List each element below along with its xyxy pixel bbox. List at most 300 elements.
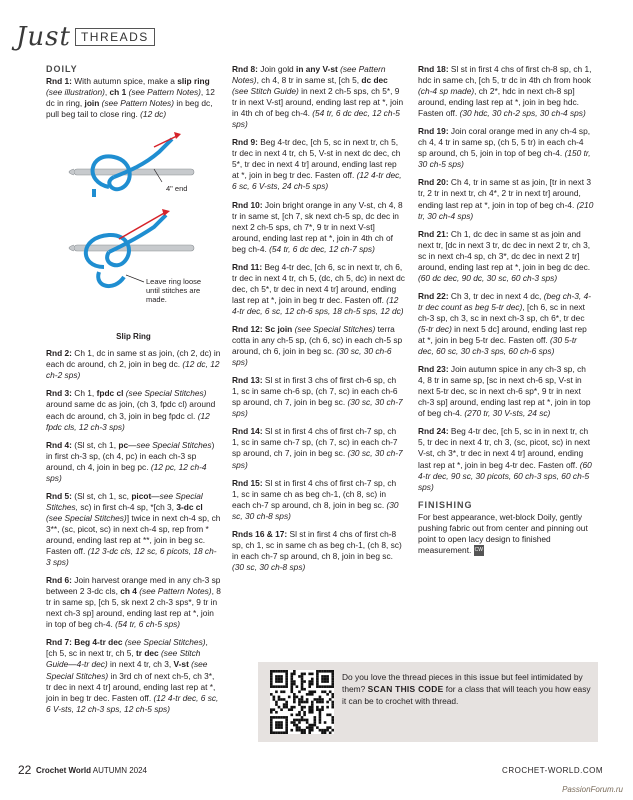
qr-module [270, 726, 273, 729]
qr-module [285, 670, 288, 673]
finishing-text: For best appearance, wet-block Doily, gently pushing fabric out from center and pinning out point to open lacy design to finished measurement. CW [418, 511, 588, 555]
qr-module [308, 693, 311, 696]
qr-module [321, 685, 324, 688]
qr-module [316, 685, 319, 688]
qr-module [314, 719, 317, 722]
qr-module [326, 729, 329, 732]
qr-module [301, 683, 304, 686]
qr-module [311, 680, 314, 683]
section-header [16, 22, 155, 52]
qr-module [316, 706, 319, 709]
qr-module [319, 698, 322, 701]
qr-module [308, 708, 311, 711]
qr-module [316, 678, 319, 681]
qr-module [293, 698, 296, 701]
qr-module [326, 685, 329, 688]
qr-module [298, 675, 301, 678]
qr-module [278, 685, 281, 688]
qr-module [301, 688, 304, 691]
qr-module [285, 729, 288, 732]
qr-module [308, 726, 311, 729]
qr-module [324, 670, 327, 673]
qr-module [270, 675, 273, 678]
qr-module [331, 670, 334, 673]
qr-module [275, 685, 278, 688]
round-8: Rnd 8: Join gold in any V-st (see Pattern Notes), ch 4, 8 tr in same st, [ch 5, dc dec (see Stitch Guide) in next 2 ch-5 sps, ch 5*, 9 tr in next V-st] around, ending last rep at *, join in 4th ch of beg ch-4. (54 tr, 6 dc dec, 12 ch-5 sps) [232, 64, 404, 130]
qr-module [270, 670, 273, 673]
qr-module [296, 726, 299, 729]
qr-module [314, 721, 317, 724]
qr-promo-text: Do you love the thread pieces in this issue but feel intimidated by them? SCAN THIS CODE for a class that will teach you how easy it can be to crochet with thread. [342, 672, 591, 706]
qr-module [280, 685, 283, 688]
qr-module [316, 675, 319, 678]
qr-module [275, 724, 278, 727]
qr-module [321, 670, 324, 673]
qr-module [280, 690, 283, 693]
round-23: Rnd 23: Join autumn spice in any ch-3 sp, ch 4, 8 tr in same sp, [sc in next ch-6 sp, V-st in next 5-tr dec, sc in next ch-6 sp*, 9 tr in next ch-3 sp] around, ending last rep at *, join in top of beg ch-4. (270 tr, 30 V-sts, 24 sc) [418, 364, 591, 419]
qr-module [270, 729, 273, 732]
round-11: Rnd 11: Beg 4-tr dec, [ch 6, sc in next tr, ch 6, tr dec in next 4 tr, ch 5, (dc, ch 5, dc) in next dc dec, ch 5*, tr dec in next 4 tr] around, ending last rep at *, join in beg tr dec. Fasten off. (12 4-tr dec, 6 sc, 12 ch-6 sps, 18 ch-5 sps, 12 dc) [232, 261, 405, 316]
qr-module [298, 701, 301, 704]
qr-module [311, 724, 314, 727]
qr-module [270, 731, 273, 734]
qr-module [283, 698, 286, 701]
qr-module [326, 714, 329, 717]
header-threads: THREADS [75, 28, 155, 46]
qr-module [270, 678, 273, 681]
qr-module [283, 670, 286, 673]
qr-module [324, 690, 327, 693]
qr-module [270, 673, 273, 676]
qr-module [296, 696, 299, 699]
qr-module [290, 714, 293, 717]
qr-module [324, 678, 327, 681]
qr-module [321, 680, 324, 683]
website-link[interactable]: CROCHET-WORLD.COM [502, 766, 603, 775]
qr-module [280, 675, 283, 678]
qr-module [314, 690, 317, 693]
qr-module [290, 680, 293, 683]
qr-module [275, 680, 278, 683]
qr-module [301, 675, 304, 678]
qr-module [290, 678, 293, 681]
qr-module [306, 719, 309, 722]
qr-module [331, 683, 334, 686]
qr-module [329, 698, 332, 701]
qr-module [303, 711, 306, 714]
round-9: Rnd 9: Beg 4-tr dec, [ch 5, sc in next tr, ch 5, tr dec in next 4 tr, ch 5, V-st in next dc dec, ch 5*, tr dec in next 4 tr] around, ending last rep at *, join in beg tr dec. Fasten off. (12 4-tr dec, 6 sc, 6 V-sts, 24 ch-5 sps) [232, 137, 402, 192]
qr-module [290, 690, 293, 693]
qr-module [316, 698, 319, 701]
qr-module [280, 716, 283, 719]
diagram-label-end: 4" end [166, 184, 188, 194]
qr-module [296, 714, 299, 717]
qr-module [296, 719, 299, 722]
qr-module [306, 721, 309, 724]
qr-module [283, 703, 286, 706]
qr-module [326, 680, 329, 683]
diagram-caption: Slip Ring [116, 332, 151, 342]
qr-module [270, 716, 273, 719]
round-12: Rnd 12: Sc join (see Special Stitches) terra cotta in any ch-5 sp, (ch 6, sc) in each ch-5 sp around, ch 6, join in beg sc. (30 sc, 30 ch-6 sps) [232, 323, 403, 368]
round-15: Rnd 15: Sl st in first 4 chs of first ch-7 sp, ch 1, sc in same ch as beg ch-1, (ch 8, sc) in each ch-7 sp around, ch 8, join in beg sc. (30 sc, 30 ch-8 sps) [232, 477, 399, 521]
qr-module [280, 708, 283, 711]
qr-module [303, 673, 306, 676]
qr-module [329, 690, 332, 693]
qr-module [321, 731, 324, 734]
qr-module [285, 673, 288, 676]
qr-module [301, 716, 304, 719]
qr-module [303, 731, 306, 734]
column-1 [46, 64, 221, 722]
qr-module [321, 690, 324, 693]
qr-module [326, 701, 329, 704]
rounds-16-17: Rnds 16 & 17: Sl st in first 4 chs of first ch-8 sp, ch 1, sc in same ch as beg ch-1, (ch 8, sc) in each ch-7 sp around, ch 8, join in beg sc. (30 sc, 30 ch-8 sps) [232, 528, 402, 572]
qr-module [331, 693, 334, 696]
qr-module [298, 703, 301, 706]
qr-module [298, 690, 301, 693]
qr-module [301, 706, 304, 709]
qr-module [301, 678, 304, 681]
qr-module [290, 673, 293, 676]
qr-module [326, 678, 329, 681]
qr-module [331, 701, 334, 704]
qr-module [319, 711, 322, 714]
qr-module [321, 706, 324, 709]
qr-module [293, 724, 296, 727]
qr-module [301, 731, 304, 734]
qr-module [298, 726, 301, 729]
qr-module [290, 706, 293, 709]
qr-module [275, 678, 278, 681]
qr-module [331, 703, 334, 706]
qr-module [278, 675, 281, 678]
qr-module [273, 716, 276, 719]
qr-module [321, 678, 324, 681]
qr-module [331, 673, 334, 676]
qr-module [270, 724, 273, 727]
qr-module [278, 726, 281, 729]
qr-module [329, 685, 332, 688]
qr-module [329, 670, 332, 673]
qr-module [326, 706, 329, 709]
qr-module [278, 670, 281, 673]
qr-module [311, 711, 314, 714]
qr-module [301, 680, 304, 683]
qr-code-image [270, 670, 334, 734]
section-title-doily: DOILY [46, 64, 78, 74]
qr-module [288, 696, 291, 699]
magazine-name: Crochet World AUTUMN 2024 [36, 766, 147, 775]
qr-module [319, 714, 322, 717]
qr-module [331, 721, 334, 724]
qr-module [331, 696, 334, 699]
qr-module [275, 675, 278, 678]
qr-module [321, 675, 324, 678]
qr-module [273, 685, 276, 688]
qr-module [311, 678, 314, 681]
diagram-label-loose: Leave ring loose until stitches are made. [146, 277, 202, 305]
qr-module [301, 708, 304, 711]
qr-module [285, 721, 288, 724]
qr-module [270, 711, 273, 714]
qr-module [293, 693, 296, 696]
qr-module [308, 680, 311, 683]
qr-module [285, 680, 288, 683]
slip-ring-illustration [54, 127, 214, 327]
qr-module [301, 719, 304, 722]
qr-module [303, 680, 306, 683]
qr-module [311, 683, 314, 686]
qr-module [326, 670, 329, 673]
qr-module [280, 680, 283, 683]
round-24: Rnd 24: Beg 4-tr dec, [ch 5, sc in in next tr, ch 5, tr dec in next 4 tr, ch 3, (sc, picot, sc) in next V-st, ch 3*, tr dec in next 4 tr] around, ending last rep at *, join in beg 4-tr dec. Fasten off. (60 4-tr dec, 90 sc, 30 picots, 60 ch-3 sps, 60 ch-5 sps) [418, 426, 592, 492]
qr-module [311, 701, 314, 704]
qr-module [331, 719, 334, 722]
qr-module [270, 708, 273, 711]
qr-module [298, 711, 301, 714]
qr-module [283, 690, 286, 693]
qr-module [319, 670, 322, 673]
qr-module [278, 698, 281, 701]
qr-module [283, 706, 286, 709]
qr-module [316, 680, 319, 683]
qr-module [280, 670, 283, 673]
qr-module [329, 726, 332, 729]
qr-module [283, 731, 286, 734]
qr-module [314, 698, 317, 701]
qr-module [319, 716, 322, 719]
qr-module [288, 708, 291, 711]
qr-module [324, 721, 327, 724]
qr-module [319, 696, 322, 699]
qr-module [278, 696, 281, 699]
qr-module [316, 726, 319, 729]
qr-module [270, 693, 273, 696]
qr-module [285, 675, 288, 678]
qr-module [275, 721, 278, 724]
qr-module [321, 729, 324, 732]
qr-module [319, 708, 322, 711]
qr-module [278, 706, 281, 709]
qr-module [308, 711, 311, 714]
qr-module [293, 719, 296, 722]
qr-module [285, 701, 288, 704]
qr-module [316, 670, 319, 673]
qr-module [311, 673, 314, 676]
qr-promo-box [258, 662, 598, 742]
qr-module [296, 724, 299, 727]
qr-module [275, 726, 278, 729]
qr-module [311, 726, 314, 729]
qr-module [308, 690, 311, 693]
qr-module [285, 724, 288, 727]
qr-module [308, 731, 311, 734]
qr-module [301, 729, 304, 732]
qr-module [275, 731, 278, 734]
qr-code[interactable] [270, 670, 334, 734]
round-14: Rnd 14: Sl st in first 4 chs of first ch-7 sp, ch 1, sc in same ch-7 sp, (ch 7, sc) in each ch-7 sp around, ch 7, join in beg sc. (30 sc, 30 ch-7 sps) [232, 426, 403, 470]
page-number: 22 [18, 763, 32, 777]
qr-module [329, 714, 332, 717]
qr-module [293, 696, 296, 699]
round-19: Rnd 19: Join coral orange med in any ch-4 sp, ch 4, 4 tr in same sp, (ch 5, 5 tr) in each ch-4 sp around, ch 5, join in top of beg ch-4. (150 tr, 30 ch-5 sps) [418, 126, 591, 170]
qr-module [285, 731, 288, 734]
qr-module [319, 721, 322, 724]
qr-module [278, 680, 281, 683]
qr-module [290, 721, 293, 724]
qr-module [326, 675, 329, 678]
qr-module [270, 721, 273, 724]
header-just: Just [16, 22, 71, 52]
qr-module [331, 706, 334, 709]
qr-module [273, 670, 276, 673]
qr-module [285, 726, 288, 729]
qr-module [285, 685, 288, 688]
qr-module [293, 701, 296, 704]
qr-module [308, 685, 311, 688]
round-7: Rnd 7: Beg 4-tr dec (see Special Stitches), [ch 5, sc in next tr, ch 5, tr dec (see Stitch Guide—4-tr dec) in next 4 tr, ch 3, V-st (see Special Stitches) in 3rd ch of next ch-5, ch 3*, tr dec in next 4 tr] around, ending last rep at *, join in beg tr dec. Fasten off. (12 4-tr dec, 6 sc, 6 V-sts, 12 ch-3 sps, 12 ch-5 sps) [46, 637, 219, 714]
qr-module [278, 724, 281, 727]
qr-module [303, 714, 306, 717]
qr-module [298, 719, 301, 722]
qr-module [314, 716, 317, 719]
round-3: Rnd 3: Ch 1, fpdc cl (see Special Stitches) around same dc as join, (ch 3, fpdc cl) around each dc around, ch 3, join in beg fpdc cl. (12 fpdc cls, 12 ch-3 sps) [46, 388, 216, 432]
qr-module [275, 703, 278, 706]
qr-module [293, 673, 296, 676]
qr-module [290, 708, 293, 711]
qr-module [293, 670, 296, 673]
qr-module [303, 701, 306, 704]
qr-module [270, 719, 273, 722]
qr-module [280, 724, 283, 727]
qr-module [285, 716, 288, 719]
qr-module [298, 721, 301, 724]
qr-module [308, 673, 311, 676]
end-badge: CW [474, 545, 484, 556]
qr-module [278, 731, 281, 734]
qr-module [301, 701, 304, 704]
qr-module [290, 675, 293, 678]
qr-module [303, 729, 306, 732]
qr-module [278, 721, 281, 724]
qr-module [290, 729, 293, 732]
watermark: PassionForum.ru [562, 785, 623, 794]
qr-module [290, 688, 293, 691]
round-13: Rnd 13: Sl st in first 3 chs of first ch-6 sp, ch 1, sc in same ch-6 sp, (ch 7, sc) in each ch-6 sp around, ch 7, join in beg sc. (30 sc, 30 ch-7 sps) [232, 375, 403, 419]
qr-module [273, 731, 276, 734]
qr-module [308, 683, 311, 686]
qr-module [303, 706, 306, 709]
qr-module [290, 685, 293, 688]
qr-module [280, 726, 283, 729]
qr-module [285, 719, 288, 722]
qr-module [316, 683, 319, 686]
qr-module [331, 675, 334, 678]
qr-module [308, 706, 311, 709]
qr-module [311, 703, 314, 706]
qr-module [285, 678, 288, 681]
round-22: Rnd 22: Ch 3, tr dec in next 4 dc, (beg ch-3, 4-tr dec count as beg 5-tr dec), [ch 6, sc in next ch-3 sp, ch 3, sc in next ch-3 sp, ch 6*, tr dec (5-tr dec) in next 5 dc] around, ending last rep at *, join in beg 5-tr dec. Fasten off. (30 5-tr dec, 60 sc, 30 ch-3 sps, 60 ch-6 sps) [418, 290, 591, 357]
qr-module [270, 680, 273, 683]
qr-module [278, 716, 281, 719]
qr-module [293, 680, 296, 683]
qr-module [280, 721, 283, 724]
qr-module [290, 683, 293, 686]
qr-module [331, 729, 334, 732]
qr-module [293, 706, 296, 709]
qr-module [301, 685, 304, 688]
qr-module [303, 688, 306, 691]
round-6: Rnd 6: Join harvest orange med in any ch-3 sp between 2 3-dc cls, ch 4 (see Pattern Notes), 8 tr in same sp, [ch 5, sk next 2 ch-3 sps*, 9 tr in next ch-3 sp] around, ending last rep at *, join in top of beg ch-4. (54 tr, 6 ch-5 sps) [46, 575, 221, 630]
qr-module [311, 693, 314, 696]
qr-module [301, 673, 304, 676]
column-2 [232, 64, 405, 580]
section-title-finishing: FINISHING [418, 499, 473, 510]
round-2: Rnd 2: Ch 1, dc in same st as join, (ch 2, dc) in each dc around, ch 2, join in beg dc. (12 dc, 12 ch-2 sps) [46, 348, 221, 381]
qr-module [283, 685, 286, 688]
qr-module [319, 685, 322, 688]
qr-module [308, 729, 311, 732]
qr-module [273, 708, 276, 711]
qr-module [326, 726, 329, 729]
qr-module [293, 721, 296, 724]
qr-module [319, 719, 322, 722]
round-21: Rnd 21: Ch 1, dc dec in same st as join and next tr, [dc in next 3 tr, dc dec in next 2 tr, ch 3, sc in next ch-4 sp, ch 3*, dc dec in next 2 tr] around, ending last rep at *, join in beg dc dec. (60 dc dec, 90 dc, 30 sc, 60 ch-3 sps) [418, 228, 591, 283]
round-10: Rnd 10: Join bright orange in any V-st, ch 4, 8 tr in same st, [ch 7, sk next ch-5 sp, dc dec in next 2 ch-5 sps, ch 7*, 9 tr in next V-st] around, ending last rep at *, join in 4th ch of beg ch-4. (54 tr, 6 dc dec, 12 ch-7 sps) [232, 199, 403, 254]
qr-module [273, 698, 276, 701]
qr-module [308, 724, 311, 727]
column-3 [418, 64, 594, 563]
qr-module [278, 678, 281, 681]
qr-module [324, 729, 327, 732]
qr-module [316, 701, 319, 704]
qr-module [306, 693, 309, 696]
qr-module [270, 683, 273, 686]
qr-module [275, 690, 278, 693]
qr-module [306, 698, 309, 701]
qr-module [275, 701, 278, 704]
qr-module [275, 670, 278, 673]
qr-module [296, 729, 299, 732]
qr-module [331, 680, 334, 683]
qr-module [298, 714, 301, 717]
qr-module [306, 701, 309, 704]
qr-module [283, 716, 286, 719]
qr-module [314, 724, 317, 727]
qr-module [280, 678, 283, 681]
qr-module [275, 711, 278, 714]
qr-module [298, 729, 301, 732]
qr-module [316, 673, 319, 676]
qr-module [298, 698, 301, 701]
round-5: Rnd 5: (Sl st, ch 1, sc, picot—see Special Stitches, sc) in first ch-4 sp, *[ch 3, 3-dc cl (see Special Stitches)] twice in next ch-4 sp, ch 3**, (sc, picot, sc) in next ch-4 sp, rep from * around, ending last rep at **, join in beg sc. Fasten off. (12 3-dc cls, 12 sc, 6 picots, 18 ch-3 sps) [46, 490, 221, 568]
qr-module [280, 731, 283, 734]
round-20: Rnd 20: Ch 4, tr in same st as join, [tr in next 3 tr, 2 tr in next tr, ch 4*, 2 tr in next tr] around, ending last rep at *, join in top of beg ch-4. (210 tr, 30 ch-4 sps) [418, 177, 594, 221]
qr-module [293, 683, 296, 686]
qr-module [311, 708, 314, 711]
qr-module [319, 729, 322, 732]
qr-module [321, 701, 324, 704]
qr-module [326, 693, 329, 696]
qr-module [324, 680, 327, 683]
qr-module [285, 703, 288, 706]
qr-module [285, 683, 288, 686]
qr-module [275, 716, 278, 719]
round-18: Rnd 18: Sl st in first 4 chs of first ch-8 sp, ch 1, hdc in same ch, [ch 5, tr dc in 4th ch from hook (ch-4 sp made), ch 2*, hdc in next ch-8 sp] around, ending last rep at *, join in beg hdc. Fasten off. (30 hdc, 30 ch-2 sps, 30 ch-4 sps) [418, 64, 592, 119]
qr-module [324, 685, 327, 688]
round-4: Rnd 4: (Sl st, ch 1, pc—see Special Stitches) in first ch-3 sp, (ch 4, pc) in each ch-3 sp around, ch 4, join in beg pc. (12 pc, 12 ch-4 sps) [46, 439, 215, 483]
